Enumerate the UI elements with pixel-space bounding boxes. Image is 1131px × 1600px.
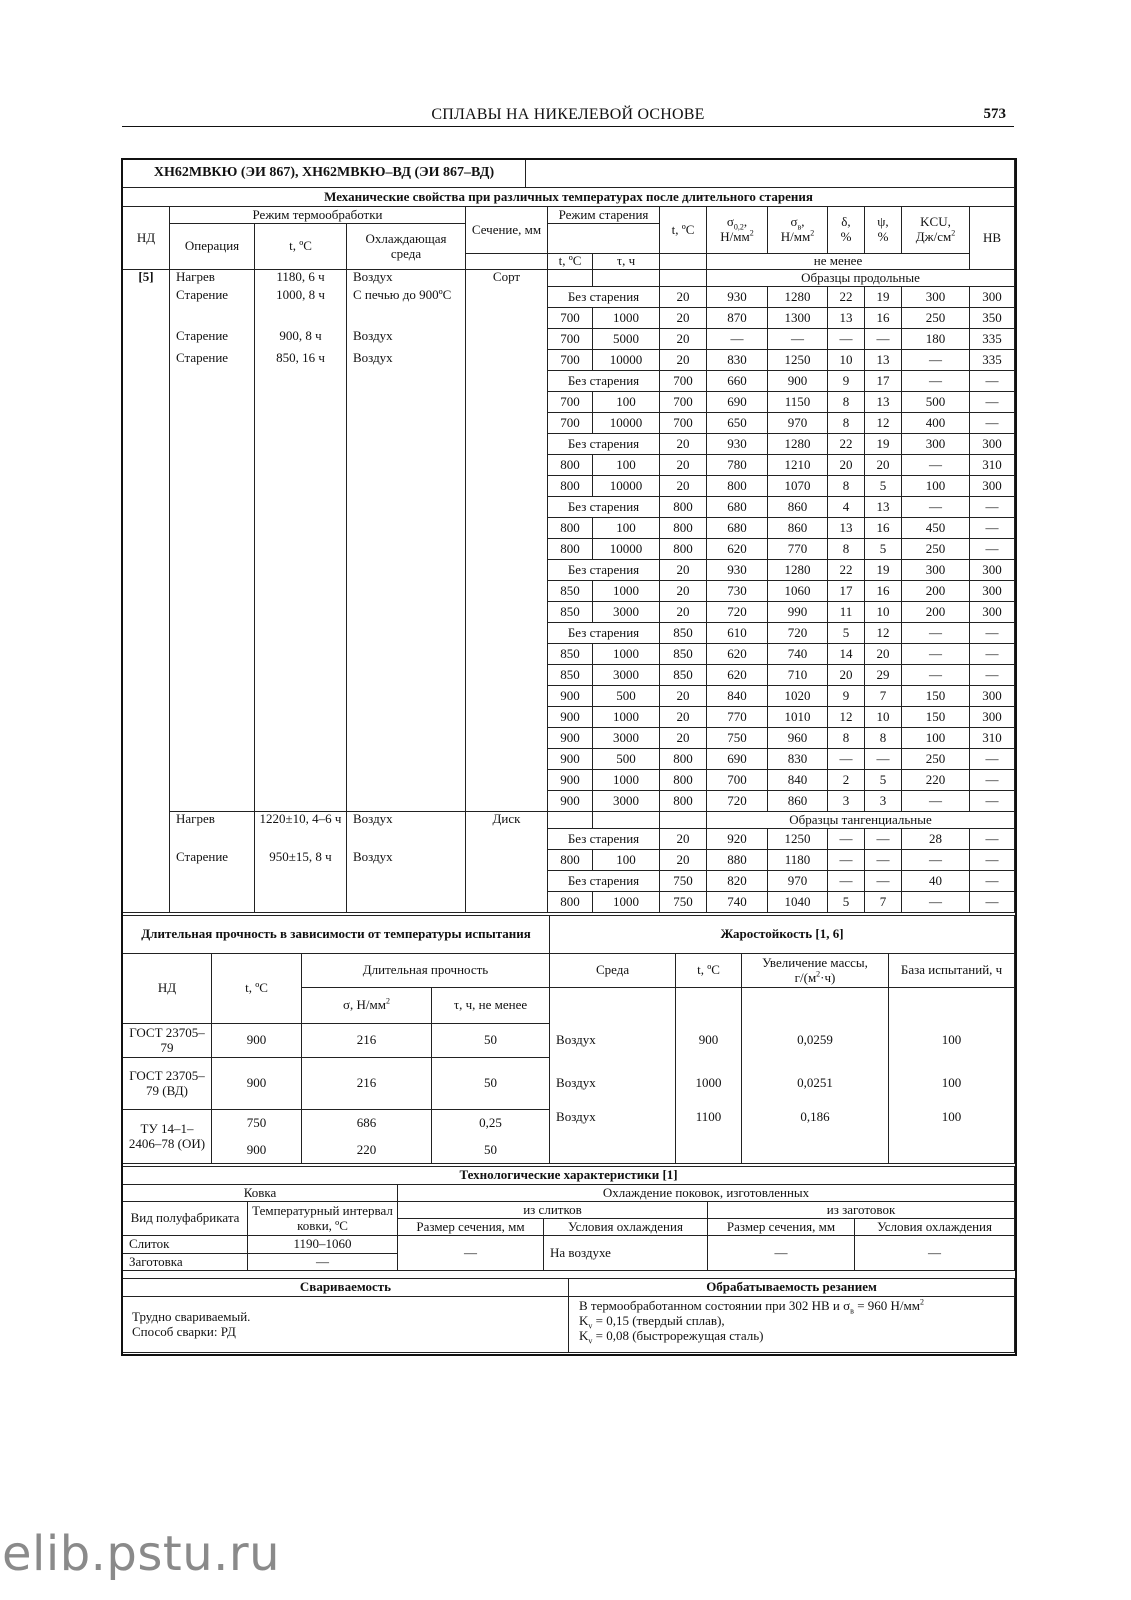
data-row: Без старения 20 930 1280 22 19 300 300 [123,434,1015,455]
data-row: 900 500 20 840 1020 9 7 150 300 [123,686,1015,707]
col-aging-t: t, ºС [548,254,593,270]
tech-kind: Вид полуфабриката [123,1202,248,1236]
col-section: Сечение, мм [466,207,548,254]
tech-cooling: Охлаждение поковок, изготовленных [398,1185,1015,1202]
data-row: Без старения 20 920 1250 — — 28 — [123,829,1015,850]
section: Сорт [466,270,548,812]
data-row: 700 10000 700 650 970 8 12 400 — [123,413,1015,434]
not-less-label: не менее [707,254,970,270]
col-sb: $\sigma_в$, $Н/мм^2$ [768,207,828,254]
data-row: 900 1000 20 770 1010 12 10 150 300 [123,707,1015,728]
heat-col-base: База испытаний, ч [889,954,1015,988]
data-row: 850 1000 20 730 1060 17 16 200 300 [123,581,1015,602]
data-row: 700 1000 20 870 1300 13 16 250 350 [123,308,1015,329]
creep-heat-table [122,915,1015,1164]
col-mode: Режим термообработки [170,207,466,224]
band-row [123,812,1015,829]
data-row: 800 100 20 880 1180 — — — — [123,850,1015,871]
creep-col-nd: НД [123,954,212,1024]
watermark: elib.pstu.ru [2,1526,281,1582]
data-row: Без старения 750 820 970 — — 40 — [123,871,1015,892]
page-number: 573 [983,106,1006,122]
creep-col-tau: τ, ч, не менее [432,988,550,1024]
alloy-title: ХН62МВКЮ (ЭИ 867), ХН62МВКЮ–ВД (ЭИ 867–ВД) [123,160,526,188]
weld-body: Трудно свариваемый. Способ сварки: РД [123,1297,569,1353]
col-psi: ψ, % [865,207,902,254]
col-cooling: Охлаждающая среда [347,224,466,270]
nd-ref: [5] [123,270,170,913]
col-aging: Режим старения [548,207,660,224]
data-row: 800 100 800 680 860 13 16 450 — [123,518,1015,539]
data-row: Без старения 20 930 1280 22 19 300 300 [123,287,1015,308]
col-aging-tau: τ, ч [593,254,660,270]
heat-title: Жаростойкость [1, 6] [550,916,1015,954]
data-row: 800 1000 750 740 1040 5 7 — — [123,892,1015,913]
cooling-list: Воздух Воздух [347,812,466,913]
section: Диск [466,812,548,913]
col-hb: НВ [970,207,1015,270]
operation-list: Нагрев Старение [170,812,255,913]
heat-col-t: t, ºС [676,954,742,988]
data-row: 800 10000 20 800 1070 8 5 100 300 [123,476,1015,497]
data-row: 700 10000 20 830 1250 10 13 — 335 [123,350,1015,371]
col-test-temp: t, ºС [660,207,707,254]
machin-title: Обрабатываемость резанием [569,1279,1015,1297]
sample-band: Образцы тангенциальные [707,812,1015,829]
col-delta: δ, % [828,207,865,254]
creep-row: ТУ 14–1–2406–78 (ОИ) 750 900 686 220 0,25 50 Воздух 1100 0,186 100 [123,1110,1015,1164]
data-row: 850 1000 850 620 740 14 20 — — [123,644,1015,665]
mechanical-properties-table [122,187,1015,913]
data-row: 850 3000 20 720 990 11 10 200 300 [123,602,1015,623]
creep-row: ГОСТ 23705–79 900 216 50 Воздух 900 0,0259 100 [123,1024,1015,1058]
col-kcu: KCU, $Дж/см^2$ [902,207,970,254]
data-row: 900 3000 20 750 960 8 8 100 310 [123,728,1015,749]
col-temp: t, ºС [255,224,347,270]
temp-list: 1220±10, 4–6 ч 950±15, 8 ч [255,812,347,913]
sample-band: Образцы продольные [707,270,1015,287]
running-header [122,106,1014,127]
tech-blanks: из заготовок [708,1202,1015,1219]
col-nd: НД [123,207,170,270]
tech-ingots: из слитков [398,1202,708,1219]
data-row: Без старения 800 680 860 4 13 — — [123,497,1015,518]
operation-list: Нагрев Старение Старение Старение [170,270,255,812]
data-row: 800 10000 800 620 770 8 5 250 — [123,539,1015,560]
data-row: Без старения 20 930 1280 22 19 300 300 [123,560,1015,581]
heat-col-mass: Увеличение массы, $г/(м^2\cdot ч)$ [742,954,889,988]
heat-col-env: Среда [550,954,676,988]
col-s02: $\sigma_{0,2}$, $Н/мм^2$ [707,207,768,254]
data-row: 900 1000 800 700 840 2 5 220 — [123,770,1015,791]
data-row: 900 500 800 690 830 — — 250 — [123,749,1015,770]
creep-row: ГОСТ 23705–79 (ВД) 900 216 50 Воздух 1000 0,0251 100 [123,1058,1015,1110]
alloy-title-table [122,159,1015,188]
data-row: 700 100 700 690 1150 8 13 500 — [123,392,1015,413]
temp-list: 1180, 6 ч 1000, 8 ч 900, 8 ч 850, 16 ч [255,270,347,812]
creep-col-strength: Длительная прочность [302,954,550,988]
weld-title: Свариваемость [123,1279,569,1297]
data-row: Без старения 700 660 900 9 17 — — [123,371,1015,392]
tech-table: Технологические характеристики [1] Ковка Охлаждение поковок, изготовленных Вид полуфабриката Температурный интервал ковки, ºС из слитков из заготовок Размер сечения, мм Условия охлаждения Размер сечения, мм Условия охлаждения Слиток 1190–1060 — На воздухе — — Заготовка — [122,1166,1015,1271]
data-row: 800 100 20 780 1210 20 20 — 310 [123,455,1015,476]
weld-machin-table [122,1278,1015,1353]
creep-col-sigma: σ, $Н/мм^2$ [302,988,432,1024]
tech-forging: Ковка [123,1185,398,1202]
machin-body: В термообработанном состоянии при 302 НВ и $\sigma_в = 960$ $Н/мм^2$ $K_v = 0,15$ (твердый сплав), $K_v = 0,08$ (быстрорежущая сталь) [569,1297,1015,1353]
mech-title: Механические свойства при различных температурах после длительного старения [123,188,1015,207]
band-row [123,270,1015,287]
data-row: 850 3000 850 620 710 20 29 — — [123,665,1015,686]
data-row: 700 5000 20 — — — — 180 335 [123,329,1015,350]
data-row: 900 3000 800 720 860 3 3 — — [123,791,1015,812]
running-title: СПЛАВЫ НА НИКЕЛЕВОЙ ОСНОВЕ [431,106,705,123]
creep-title: Длительная прочность в зависимости от температуры испытания [123,916,550,954]
tech-title: Технологические характеристики [1] [123,1167,1015,1185]
cooling-list: Воздух С печью до 900ºС Воздух Воздух [347,270,466,812]
data-row: Без старения 850 610 720 5 12 — — [123,623,1015,644]
creep-col-t: t, ºС [212,954,302,1024]
tech-range: Температурный интервал ковки, ºС [248,1202,398,1236]
col-operation: Операция [170,224,255,270]
